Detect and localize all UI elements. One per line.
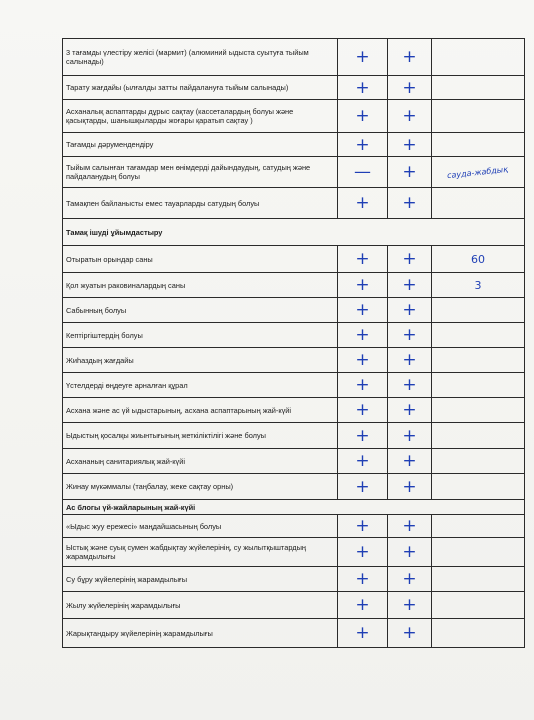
plus-mark: + [402,425,417,446]
section-heading-row [63,219,525,246]
check-cell-first [338,423,388,449]
criterion-text: Жылу жүйелерінің жарамдылығы [63,592,338,619]
minus-mark: — [354,162,371,182]
check-cell-second [388,246,432,273]
plus-mark: + [402,47,417,67]
check-cell-first [338,538,388,567]
table-row [63,423,525,449]
plus-mark: + [402,623,417,643]
check-cell-second [388,100,432,133]
plus-mark: + [402,193,417,213]
check-cell-first [338,76,388,100]
plus-mark: + [355,249,370,269]
table-row [63,273,525,298]
plus-mark: + [402,595,417,615]
plus-mark: + [402,569,417,589]
note-cell [432,246,525,273]
plus-mark: + [355,275,370,295]
note-cell [432,157,525,188]
check-cell-first [338,449,388,474]
check-cell-second [388,515,432,538]
note-cell [432,39,525,76]
criterion-text: Жиһаздың жағдайы [63,348,338,373]
criterion-text: Сабынның болуы [63,298,338,323]
plus-mark: + [355,451,370,471]
criterion-text: Ыстық және суық сумен жабдықтау жүйелерінің, су жылытқыштардың жарамдылығы [63,538,338,567]
criterion-text: Асхананың санитариялық жай-күйі [63,449,338,474]
plus-mark: + [402,275,417,295]
criterion-text: Үстелдерді өңдеуге арналған құрал [63,373,338,398]
plus-mark: + [355,569,370,589]
plus-mark: + [402,325,417,345]
check-cell-first [338,592,388,619]
note-cell [432,100,525,133]
criterion-text: Тағамды дәрумендендіру [63,133,338,157]
note-cell [432,398,525,423]
plus-mark: + [355,47,370,67]
check-cell-second [388,39,432,76]
plus-mark: + [355,476,370,497]
handwritten-note: 3 [474,278,482,292]
check-cell-second [388,323,432,348]
plus-mark: + [355,400,370,420]
criterion-text: Жарықтандыру жүйелерінің жарамдылығы [63,619,338,648]
check-cell-second [388,157,432,188]
table-row [63,323,525,348]
check-cell-first [338,515,388,538]
plus-mark: + [355,595,370,615]
note-cell [432,592,525,619]
check-cell-first [338,246,388,273]
section-heading-row [63,500,525,515]
check-cell-second [388,423,432,449]
check-cell-first [338,567,388,592]
note-cell [432,567,525,592]
note-cell [432,515,525,538]
check-cell-first [338,298,388,323]
note-cell [432,423,525,449]
handwritten-note: 60 [471,252,485,266]
note-cell [432,273,525,298]
check-cell-first [338,39,388,76]
table-row [63,538,525,567]
note-cell [432,619,525,648]
check-cell-second [388,76,432,100]
table-row [63,188,525,219]
check-cell-first [338,474,388,500]
plus-mark: + [402,400,417,420]
check-cell-second [388,538,432,567]
plus-mark: + [355,350,370,370]
table-row [63,133,525,157]
criterion-text: Жинау мүкәммалы (таңбалау, жеке сақтау орны) [63,474,338,500]
criterion-text: Тамақпен байланысты емес тауарларды сатудың болуы [63,188,338,219]
check-cell-second [388,373,432,398]
check-cell-second [388,273,432,298]
plus-mark: + [355,77,370,98]
criterion-text: Тыйым салынған тағамдар мен өнімдерді дайындаудың, сатудың және пайдаланудың болуы [63,157,338,188]
plus-mark: + [355,300,370,320]
check-cell-first [338,348,388,373]
check-cell-second [388,348,432,373]
plus-mark: + [402,451,417,471]
table-row [63,100,525,133]
plus-mark: + [355,425,370,446]
criterion-text: Ыдыстың қосалқы жиынтығының жеткіліктілігі және болуы [63,423,338,449]
note-cell [432,538,525,567]
check-cell-first [338,273,388,298]
table-row [63,157,525,188]
plus-mark: + [355,325,370,345]
plus-mark: + [355,193,370,213]
plus-mark: + [402,106,417,126]
plus-mark: + [402,542,417,562]
plus-mark: + [402,249,417,269]
plus-mark: + [355,106,370,126]
note-cell [432,348,525,373]
check-cell-first [338,373,388,398]
criterion-text: Кептіргіштердің болуы [63,323,338,348]
criterion-text: «Ыдыс жуу ережесі» маңдайшасының болуы [63,515,338,538]
plus-mark: + [402,134,417,155]
check-cell-first [338,188,388,219]
check-cell-first [338,133,388,157]
check-cell-second [388,567,432,592]
table-row [63,76,525,100]
section-heading: Тамақ ішуді ұйымдастыру [63,219,525,246]
plus-mark: + [355,542,370,562]
check-cell-first [338,100,388,133]
plus-mark: + [402,162,417,182]
note-cell [432,323,525,348]
check-cell-second [388,474,432,500]
table-row [63,515,525,538]
plus-mark: + [402,375,417,395]
note-cell [432,188,525,219]
check-cell-second [388,188,432,219]
plus-mark: + [402,77,417,98]
table-row [63,449,525,474]
check-cell-second [388,449,432,474]
plus-mark: + [355,134,370,155]
check-cell-second [388,592,432,619]
note-cell [432,373,525,398]
criterion-text: Отыратын орындар саны [63,246,338,273]
table-row [63,348,525,373]
criterion-text: Асхана және ас үй ыдыстарының, асхана аспаптарының жай-күйі [63,398,338,423]
plus-mark: + [355,623,370,643]
table-row [63,298,525,323]
table-row [63,474,525,500]
note-cell [432,474,525,500]
criterion-text: Асханалық аспаптарды дұрыс сақтау (кассеталардың болуы және қасықтарды, шанышқыларды жоғары қаратып сақтау ) [63,100,338,133]
handwritten-note: сауда-жабдық [447,164,509,180]
table-row [63,619,525,648]
check-cell-first [338,619,388,648]
check-cell-second [388,398,432,423]
criterion-text: Тарату жағдайы (ылғалды затты пайдалануға тыйым салынады) [63,76,338,100]
check-cell-first [338,398,388,423]
check-cell-second [388,133,432,157]
plus-mark: + [402,516,417,536]
plus-mark: + [355,375,370,395]
criterion-text: Қол жуатын раковиналардың саны [63,273,338,298]
table-row [63,398,525,423]
plus-mark: + [402,300,417,320]
note-cell [432,298,525,323]
plus-mark: + [402,476,417,497]
note-cell [432,76,525,100]
section-heading: Ас блогы үй-жайларының жай-күйі [63,500,525,515]
criterion-text: Су бұру жүйелерінің жарамдылығы [63,567,338,592]
plus-mark: + [402,350,417,370]
note-cell [432,449,525,474]
check-cell-second [388,298,432,323]
table-row [63,373,525,398]
table-row [63,39,525,76]
criterion-text: 3 тағамды үлестіру желісі (мармит) (алюминий ыдыста суытуға тыйым салынады) [63,39,338,76]
plus-mark: + [355,516,370,536]
table-row [63,592,525,619]
check-cell-second [388,619,432,648]
table-row [63,567,525,592]
inspection-checklist-table [62,38,525,648]
note-cell [432,133,525,157]
check-cell-first [338,157,388,188]
check-cell-first [338,323,388,348]
table-row [63,246,525,273]
